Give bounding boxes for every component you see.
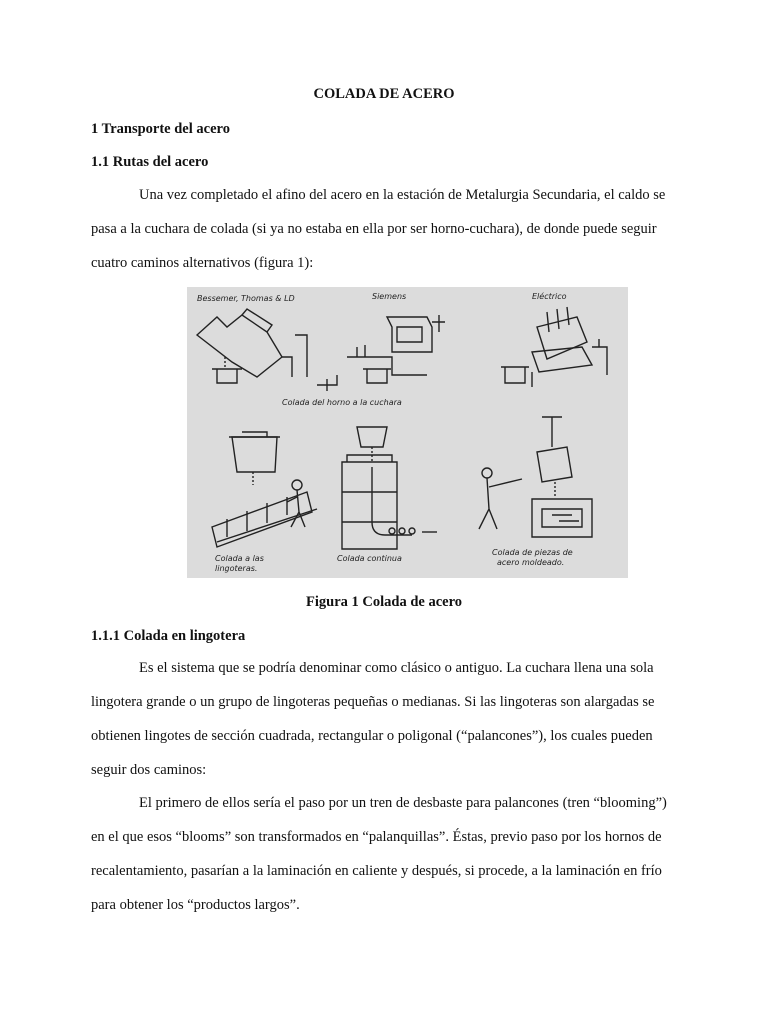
heading-transporte: 1 Transporte del acero <box>91 121 230 137</box>
label-lingoteras-1: Colada a las <box>215 554 264 563</box>
figure-colada-acero <box>187 287 628 578</box>
ingot-casting-drawing <box>212 432 317 547</box>
cast-parts-drawing <box>479 417 592 537</box>
paragraph-rutas: Una vez completado el afino del acero en la estación de Metalurgia Secundaria, el caldo se pasa a la cuchara de colada (si ya no estaba en ella por ser horno-cuchara), de donde puede seguir cuatro caminos alternativos (figura 1): <box>91 187 666 271</box>
continuous-casting-drawing <box>342 427 437 549</box>
label-continua: Colada continua <box>337 554 402 563</box>
figure-caption: Figura 1 Colada de acero <box>306 594 462 610</box>
siemens-furnace-drawing <box>317 315 445 391</box>
label-moldeado-2: acero moldeado. <box>497 558 565 567</box>
label-siemens: Siemens <box>372 292 407 301</box>
paragraph-lingotera: Es el sistema que se podría denominar como clásico o antiguo. La cuchara llena una sola lingotera grande o un grupo de lingoteras pequeñas o medianas. Si las lingoteras son alargadas se obtienen lingotes de sección cuadrada, rectangular o poligonal (“palancones”), los cuales pueden seguir dos caminos: <box>91 660 655 778</box>
label-moldeado-1: Colada de piezas de <box>492 548 573 557</box>
document-title: COLADA DE ACERO <box>313 86 455 102</box>
electric-furnace-drawing <box>501 307 607 387</box>
paragraph-blooming: El primero de ellos sería el paso por un tren de desbaste para palancones (tren “blooming”) en el que esos “blooms” son transformados en “palanquillas”. Éstas, previo paso por los hornos de recalentamiento, pasarían a la laminación en caliente y después, si procede, a la laminación en frío para obtener los “productos largos”. <box>91 795 667 913</box>
heading-rutas: 1.1 Rutas del acero <box>91 154 209 170</box>
label-lingoteras-2: lingoteras. <box>215 564 258 573</box>
heading-colada-lingotera: 1.1.1 Colada en lingotera <box>91 628 246 644</box>
label-bessemer: Bessemer, Thomas & LD <box>197 294 295 303</box>
label-colada-horno: Colada del horno a la cuchara <box>282 398 402 407</box>
figure-illustration <box>187 287 628 578</box>
converter-drawing <box>197 309 307 383</box>
label-electrico: Eléctrico <box>532 292 567 301</box>
